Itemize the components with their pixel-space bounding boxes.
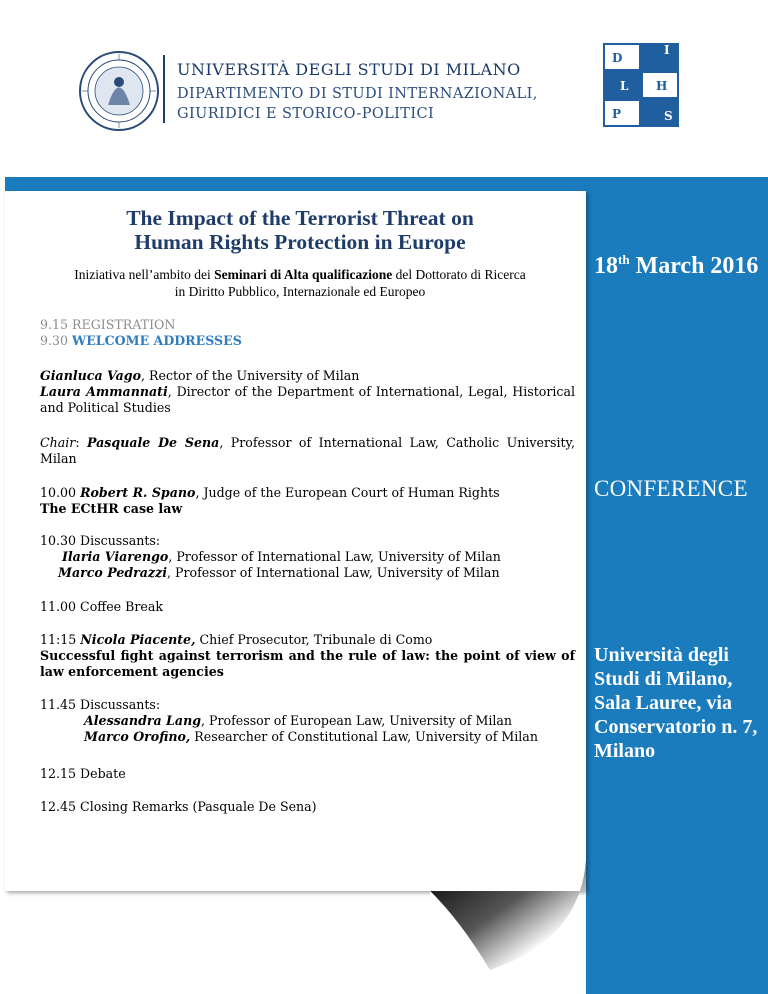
dilhps-puzzle-logo xyxy=(598,40,684,130)
header-divider xyxy=(163,55,165,123)
department-name-line-1: DIPARTIMENTO DI STUDI INTERNAZIONALI, xyxy=(177,86,538,102)
university-name: UNIVERSITÀ DEGLI STUDI DI MILANO xyxy=(177,60,521,79)
puzzle-letter-h: H xyxy=(656,79,668,93)
page-curl-decoration xyxy=(430,850,590,994)
speaker-spano: 10.00 Robert R. Spano, Judge of the European Court of Human Rights xyxy=(40,485,500,500)
puzzle-letter-s: S xyxy=(664,109,673,123)
discussant-lang: Alessandra Lang, Professor of European Law, University of Milan xyxy=(84,713,513,728)
department-name-line-2: GIURIDICI E STORICO-POLITICI xyxy=(177,106,435,122)
discussants-1-label: 10.30 Discussants: xyxy=(40,533,161,548)
event-date: 18th March 2016 xyxy=(594,252,759,279)
conference-label: CONFERENCE xyxy=(594,476,748,501)
puzzle-letter-i: I xyxy=(664,43,670,57)
event-title-line-1: The Impact of the Terrorist Threat on xyxy=(126,206,474,230)
right-blue-panel xyxy=(586,177,768,994)
puzzle-letter-d: D xyxy=(612,51,623,65)
puzzle-letter-l: L xyxy=(620,79,629,93)
puzzle-letter-p: P xyxy=(612,107,622,121)
event-venue: Università degli Studi di Milano, Sala Lauree, via Conservatorio n. 7, Milano xyxy=(594,644,758,762)
university-seal-logo xyxy=(78,50,160,132)
discussants-2-label: 11.45 Discussants: xyxy=(40,697,161,712)
discussant-viarengo: Ilaria Viarengo, Professor of International Law, University of Milan xyxy=(62,549,501,564)
speaker-vago: Gianluca Vago, Rector of the University of Milan xyxy=(40,368,360,383)
speaker-ammannati: Laura Ammannati, Director of the Department of International, Legal, Historical and Political Studies xyxy=(40,384,575,415)
chair-item: Chair: Pasquale De Sena, Professor of International Law, Catholic University, Milan xyxy=(40,435,575,466)
welcome-item: 9.30 WELCOME ADDRESSES xyxy=(40,333,242,348)
talk-ecthr: The ECtHR case law xyxy=(40,501,183,516)
closing-remarks-item: 12.45 Closing Remarks (Pasquale De Sena) xyxy=(40,799,317,814)
speaker-piacente: 11:15 Nicola Piacente, Chief Prosecutor, Tribunale di Como xyxy=(40,632,433,647)
debate-item: 12.15 Debate xyxy=(40,766,126,781)
event-title-line-2: Human Rights Protection in Europe xyxy=(134,230,466,254)
coffee-break-item: 11.00 Coffee Break xyxy=(40,599,163,614)
talk-terrorism-rule-of-law: Successful fight against terrorism and the rule of law: the point of view of law enforcement agencies xyxy=(40,648,575,679)
event-subtitle: Iniziativa nell’ambito dei Seminari di Alta qualificazione del Dottorato di Ricerca in Diritto Pubblico, Internazionale ed Europeo xyxy=(74,267,526,299)
registration-item: 9.15 REGISTRATION xyxy=(40,317,176,332)
discussant-orofino: Marco Orofino, Researcher of Constitutional Law, University of Milan xyxy=(84,729,538,744)
event-title xyxy=(20,206,580,254)
discussant-pedrazzi: Marco Pedrazzi, Professor of International Law, University of Milan xyxy=(58,565,500,580)
